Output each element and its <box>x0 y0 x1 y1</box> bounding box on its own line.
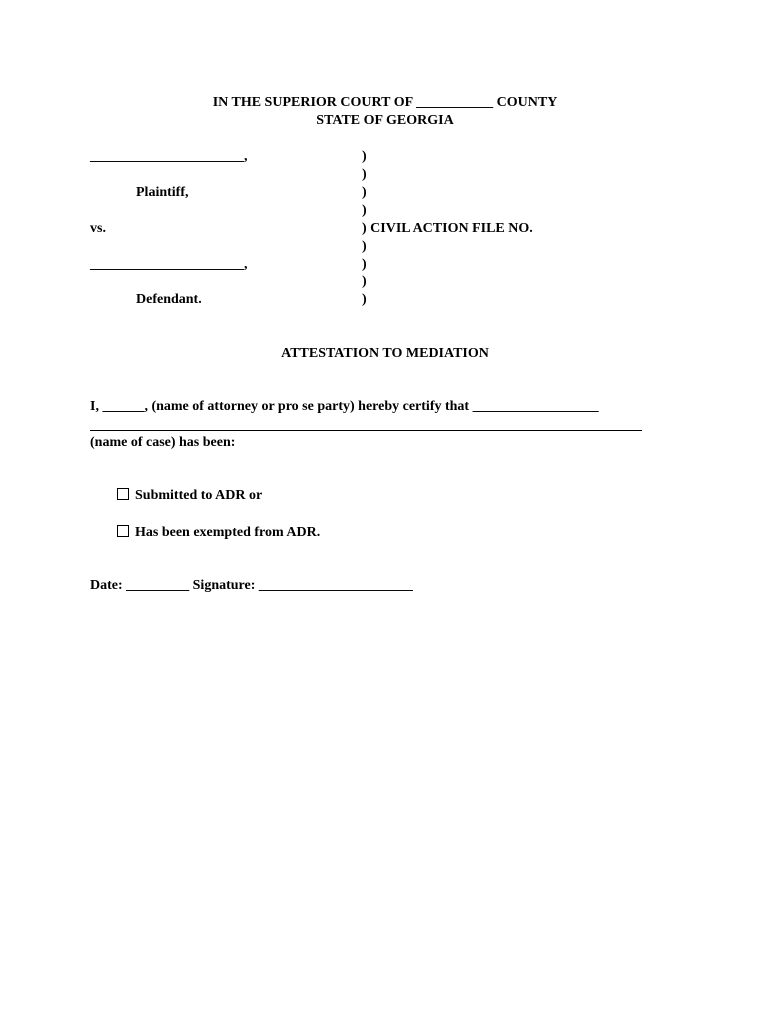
case-name-line: (name of case) has been: <box>90 435 236 450</box>
versus-label: vs. <box>90 221 106 236</box>
civil-action-file-no-label: ) CIVIL ACTION FILE NO. <box>362 221 533 236</box>
option-label: Has been exempted from ADR. <box>135 525 321 540</box>
defendant-name-blank: ______________________, <box>90 257 248 272</box>
caption-paren: ) <box>362 185 367 200</box>
certification-line: I, ______, (name of attorney or pro se party) hereby certify that __________________ <box>90 399 599 414</box>
case-name-rule <box>90 430 642 431</box>
caption-paren: ) <box>362 292 367 307</box>
plaintiff-label: Plaintiff, <box>136 185 189 200</box>
defendant-label: Defendant. <box>136 292 202 307</box>
plaintiff-name-blank: ______________________, <box>90 149 248 164</box>
date-signature-line: Date: _________ Signature: ______________________ <box>90 578 413 593</box>
court-heading: IN THE SUPERIOR COURT OF ___________ COUNTY <box>212 95 558 110</box>
caption-paren: ) <box>362 274 367 289</box>
caption-paren: ) <box>362 167 367 182</box>
caption-paren: ) <box>362 149 367 164</box>
document-title: ATTESTATION TO MEDIATION <box>281 346 489 361</box>
caption-paren: ) <box>362 257 367 272</box>
state-heading: STATE OF GEORGIA <box>316 113 454 128</box>
option-label: Submitted to ADR or <box>135 488 263 503</box>
option-exempted-from-adr[interactable] <box>103 506 320 560</box>
checkbox-icon[interactable] <box>117 488 129 500</box>
caption-paren: ) <box>362 239 367 254</box>
checkbox-icon[interactable] <box>117 525 129 537</box>
caption-paren: ) <box>362 203 367 218</box>
